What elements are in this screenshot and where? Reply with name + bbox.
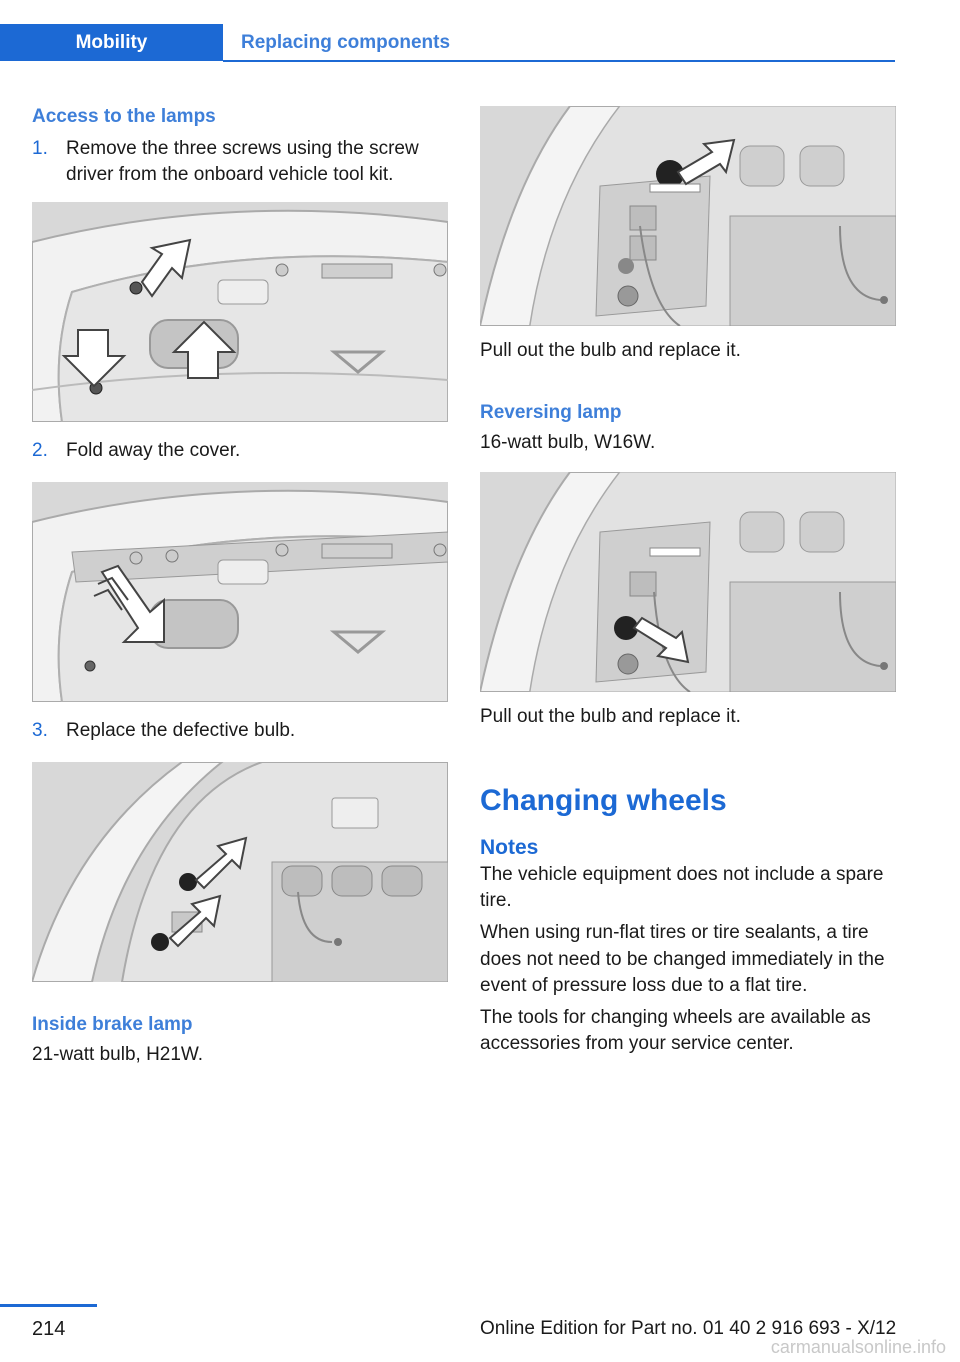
step-text: Remove the three screws using the screw driver from the onboard vehicle tool kit. [66,137,419,185]
figure-screws [32,202,448,422]
figure-inside-brake-lamp [480,106,896,326]
left-column-step-3 [32,718,448,744]
notes-paragraph-3: The tools for changing wheels are available as accessories from your service center. [480,1007,871,1055]
pull-out-text-1: Pull out the bulb and replace it. [480,340,741,361]
changing-wheels-section [480,784,896,1058]
right-column-reversing-lamp [480,400,896,456]
step-3 [32,718,448,744]
inside-brake-lamp-illustration [480,106,896,326]
notes-paragraph-2: When using run-flat tires or tire sealants, a tire does not need to be changed immediately in the event of pressure loss due to a flat tire. [480,922,885,996]
step-1 [32,136,448,188]
left-column-brake-lamp [32,1012,448,1068]
edition-line: Online Edition for Part no. 01 40 2 916 693 - X/12 [480,1318,897,1339]
reversing-lamp-text: 16-watt bulb, W16W. [480,431,656,453]
left-column [32,100,448,188]
figure-bulbs [32,762,448,982]
access-heading: Access to the lamps [32,106,216,127]
trunk-lid-screws-illustration [32,202,448,422]
brake-lamp-text: 21-watt bulb, H21W. [32,1043,204,1065]
step-number: 3. [32,720,48,741]
notes-heading: Notes [480,836,539,859]
section-title: Replacing components [241,31,451,53]
step-2 [32,438,448,464]
step-number: 2. [32,440,48,461]
brake-lamp-heading: Inside brake lamp [32,1014,193,1035]
right-column-pull-out-2 [480,704,896,730]
reversing-lamp-illustration [480,472,896,692]
left-column-step-2 [32,438,448,464]
replace-bulb-illustration [32,762,448,982]
step-text: Fold away the cover. [66,440,241,461]
figure-cover [32,482,448,702]
chapter-tab: Mobility [0,24,223,61]
figure-reversing-lamp [480,472,896,692]
pull-out-text-2: Pull out the bulb and replace it. [480,706,741,727]
watermark: carmanualsonline.info [770,1337,946,1357]
right-column-pull-out-1 [480,338,896,364]
page-number: 214 [32,1318,66,1340]
notes-paragraph-1: The vehicle equipment does not include a spare tire. [480,864,884,912]
changing-wheels-title: Changing wheels [480,784,727,817]
page-header [0,24,895,62]
step-number: 1. [32,137,48,159]
footer-rule [0,1304,97,1307]
step-text: Replace the defective bulb. [66,720,296,741]
header-rule [223,60,895,62]
reversing-lamp-heading: Reversing lamp [480,402,622,423]
fold-cover-illustration [32,482,448,702]
